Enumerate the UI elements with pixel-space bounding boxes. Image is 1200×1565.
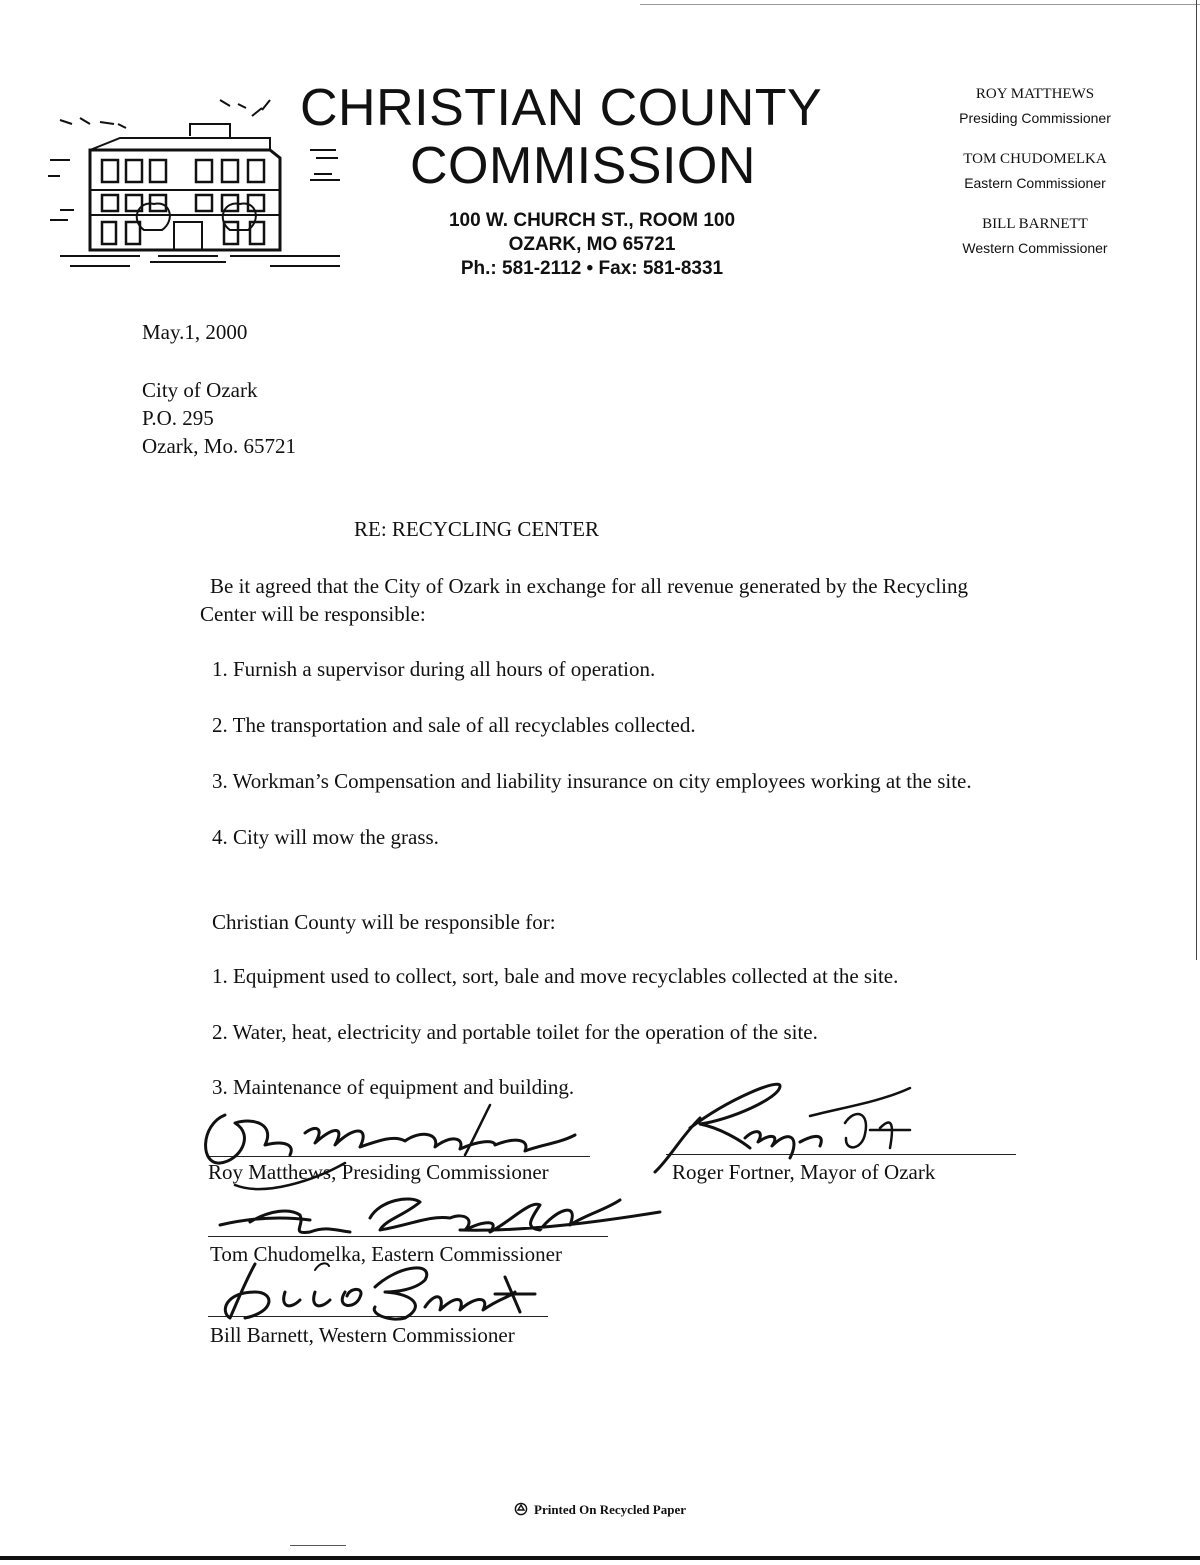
city-item: 3. Workman’s Compensation and liability insurance on city employees working at the site. [212, 769, 972, 793]
footer-text: Printed On Recycled Paper [534, 1502, 686, 1517]
signature-caption-fortner: Roger Fortner, Mayor of Ozark [672, 1160, 936, 1184]
commissioner-name: BILL BARNETT [982, 216, 1088, 232]
tom-chudomelka-signature [210, 1180, 670, 1250]
letter-date: May.1, 2000 [142, 320, 248, 344]
scan-edge-right [1196, 0, 1197, 960]
recipient-line: Ozark, Mo. 65721 [142, 434, 296, 458]
signature-caption-matthews: Roy Matthews, Presiding Commissioner [208, 1160, 549, 1184]
commissioner-title: Western Commissioner [962, 240, 1108, 256]
city-item: 1. Furnish a supervisor during all hours of operation. [212, 657, 656, 681]
city-item: 4. City will mow the grass. [212, 825, 439, 849]
signature-caption-chudomelka: Tom Chudomelka, Eastern Commissioner [210, 1242, 562, 1266]
intro-line: Be it agreed that the City of Ozark in exchange for all revenue generated by the Recycling [210, 574, 969, 598]
commissioner-title: Eastern Commissioner [964, 175, 1106, 191]
scan-mark [290, 1545, 346, 1546]
recipient-line: P.O. 295 [142, 406, 214, 430]
county-item: 3. Maintenance of equipment and building. [212, 1075, 575, 1099]
scan-edge-bottom [0, 1556, 1200, 1560]
recycled-paper-note [0, 1502, 1200, 1518]
signature-caption-barnett: Bill Barnett, Western Commissioner [210, 1323, 515, 1347]
letterhead-title-line2: COMMISSION [410, 137, 756, 195]
scan-edge-top [640, 4, 1200, 5]
letterhead-address-city: OZARK, MO 65721 [508, 234, 676, 255]
intro-line: Center will be responsible: [200, 602, 426, 626]
commissioner-title: Presiding Commissioner [959, 110, 1111, 126]
county-heading: Christian County will be responsible for: [212, 910, 556, 934]
commissioner-name: TOM CHUDOMELKA [963, 151, 1107, 167]
county-item: 2. Water, heat, electricity and portable toilet for the operation of the site. [212, 1020, 818, 1044]
recycle-icon [514, 1502, 528, 1516]
letterhead-address-street: 100 W. CHURCH ST., ROOM 100 [448, 210, 736, 231]
recipient-line: City of Ozark [142, 378, 258, 402]
letterhead-phone-fax: Ph.: 581-2112 • Fax: 581-8331 [460, 258, 724, 279]
letterhead-title-line1: CHRISTIAN COUNTY [300, 79, 823, 137]
county-item: 1. Equipment used to collect, sort, bale and move recyclables collected at the site. [212, 964, 899, 988]
letter-subject: RE: RECYCLING CENTER [354, 517, 599, 541]
city-item: 2. The transportation and sale of all recyclables collected. [212, 713, 696, 737]
commissioner-name: ROY MATTHEWS [975, 86, 1095, 102]
